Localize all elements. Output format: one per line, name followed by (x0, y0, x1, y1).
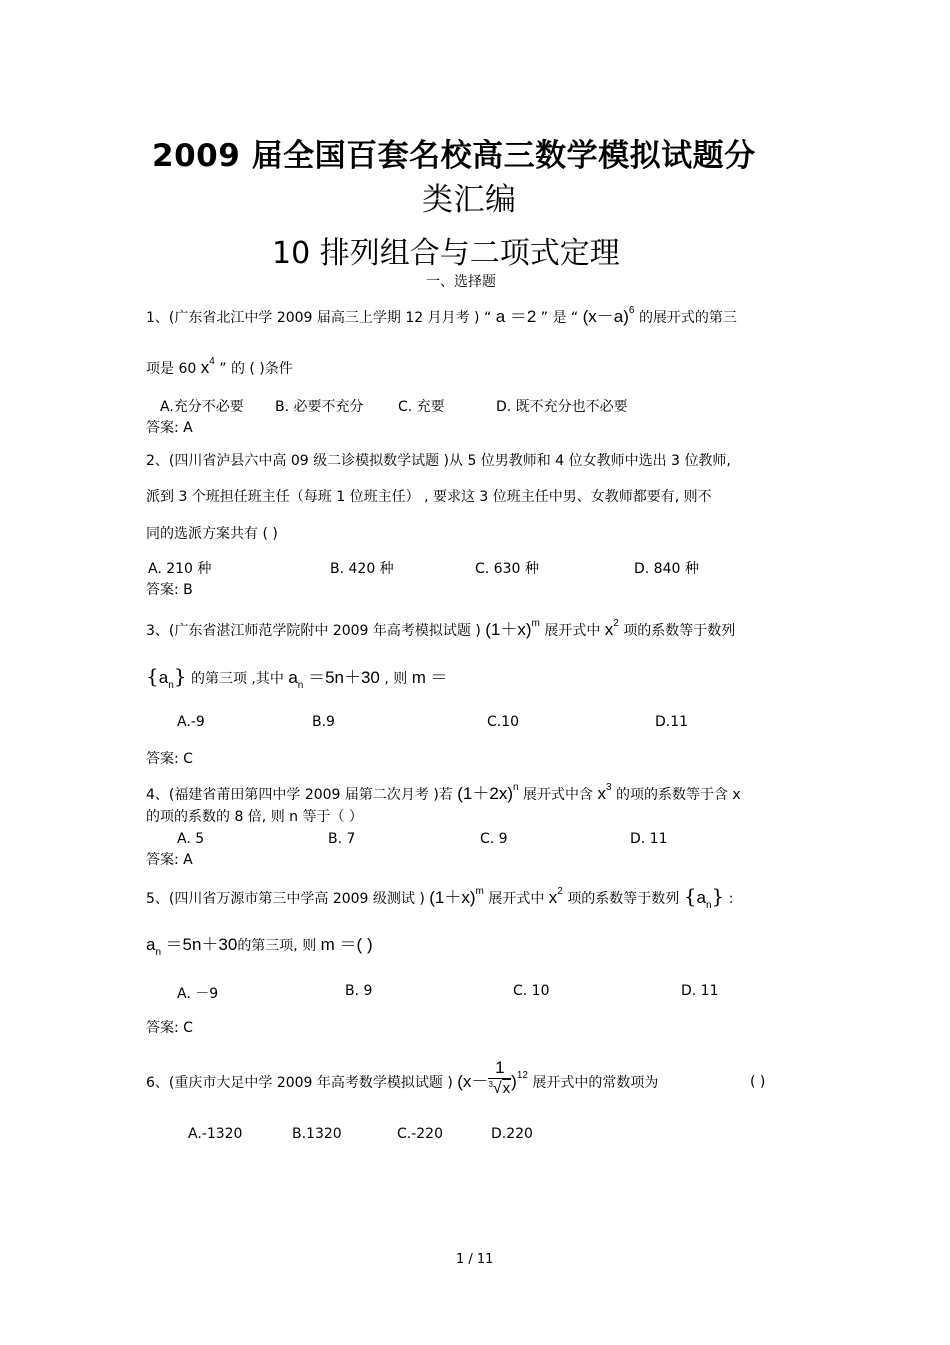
q2-option-b: B. 420 种 (330, 561, 394, 577)
q2-line-3: 同的选派方案共有 ( ) (146, 526, 278, 542)
q5-option-b: B. 9 (345, 983, 373, 999)
q5-option-c: C. 10 (513, 983, 550, 999)
q1-option-d: D. 既不充分也不必要 (496, 399, 628, 415)
q4-line-1: 4、(福建省莆田第四中学 2009 届第二次月考 )若 $(1+2x)^n$ 展开式中含 $x^3$ 的项的系数等于含 x (146, 782, 741, 803)
q3-option-d: D.11 (655, 714, 689, 730)
q2-answer: 答案: B (146, 582, 193, 598)
q6-paren: ( ) (750, 1074, 766, 1090)
q5-answer: 答案: C (146, 1020, 193, 1036)
q3-answer: 答案: C (146, 751, 193, 767)
q1-option-a: A.充分不必要 (160, 399, 244, 415)
q2-option-d: D. 840 种 (634, 561, 699, 577)
q4-option-a: A. 5 (177, 831, 205, 847)
q5-line-1: 5、(四川省万源市第三中学高 2009 级测试 ) $(1+x)^m$ 展开式中 $x^2$ 项的系数等于数列 $\{a_n\}$ : (146, 884, 734, 911)
q3-line-2: $\{a_n\}$ 的第三项 ,其中 $a_n =5n+30$ , 则 m ＝ (146, 664, 448, 691)
q1-answer: 答案: A (146, 420, 193, 436)
section-heading: 一、选择题 (426, 274, 496, 290)
title-line-2: 类汇编 (422, 182, 517, 218)
q6-fraction: $\frac{1}{^3√x}$ (488, 1058, 511, 1097)
q1-line-2: 项是 60 $x^4$ ” 的 ( )条件 (146, 356, 293, 377)
q2-line-2: 派到 3 个班担任班主任（每班 1 位班主任） , 要求这 3 位班主任中男、女教师都要有, 则不 (146, 489, 712, 505)
q4-option-b: B. 7 (328, 831, 356, 847)
q6-line-1: 6、(重庆市大足中学 2009 年高考数学模拟试题 ) (x－ $\frac{1}{^3√x}$ )$^{12}$ 展开式中的常数项为 (146, 1062, 658, 1104)
q1-option-b: B. 必要不充分 (275, 399, 364, 415)
q5-option-a: A. －9 (177, 986, 219, 1002)
q3-line-1: 3、(广东省湛江师范学院附中 2009 年高考模拟试题 ) $(1+x)^m$ 展开式中 $x^2$ 项的系数等于数列 (146, 618, 736, 639)
q5-line-2: $a_n =5n+30$的第三项, 则 m ＝( ) (146, 935, 373, 958)
q4-line-2: 的项的系数的 8 倍, 则 n 等于（ ） (146, 809, 363, 825)
title-line-3: 10 排列组合与二项式定理 (272, 236, 620, 271)
q6-option-a: A.-1320 (188, 1126, 243, 1142)
q6-option-c: C.-220 (397, 1126, 443, 1142)
q4-option-d: D. 11 (630, 831, 668, 847)
q6-option-b: B.1320 (292, 1126, 342, 1142)
title-line-1: 2009 届全国百套名校高三数学模拟试题分 (152, 138, 756, 174)
q2-option-c: C. 630 种 (475, 561, 539, 577)
q1-option-c: C. 充要 (398, 399, 445, 415)
q6-option-d: D.220 (491, 1126, 533, 1142)
q3-option-c: C.10 (487, 714, 520, 730)
q1-line-1: 1、(广东省北江中学 2009 届高三上学期 12 月月考 ) “ a ＝2 ” 是 “ $(x-a)^6$ 的展开式的第三 (146, 305, 737, 326)
q3-option-a: A.-9 (177, 714, 205, 730)
q5-option-d: D. 11 (681, 983, 719, 999)
q2-option-a: A. 210 种 (148, 561, 212, 577)
q3-option-b: B.9 (312, 714, 335, 730)
q4-answer: 答案: A (146, 852, 193, 868)
q2-line-1: 2、(四川省泸县六中高 09 级二诊模拟数学试题 )从 5 位男教师和 4 位女教师中选出 3 位教师, (146, 453, 731, 469)
q4-option-c: C. 9 (480, 831, 508, 847)
page-number: 1 / 11 (456, 1252, 494, 1267)
